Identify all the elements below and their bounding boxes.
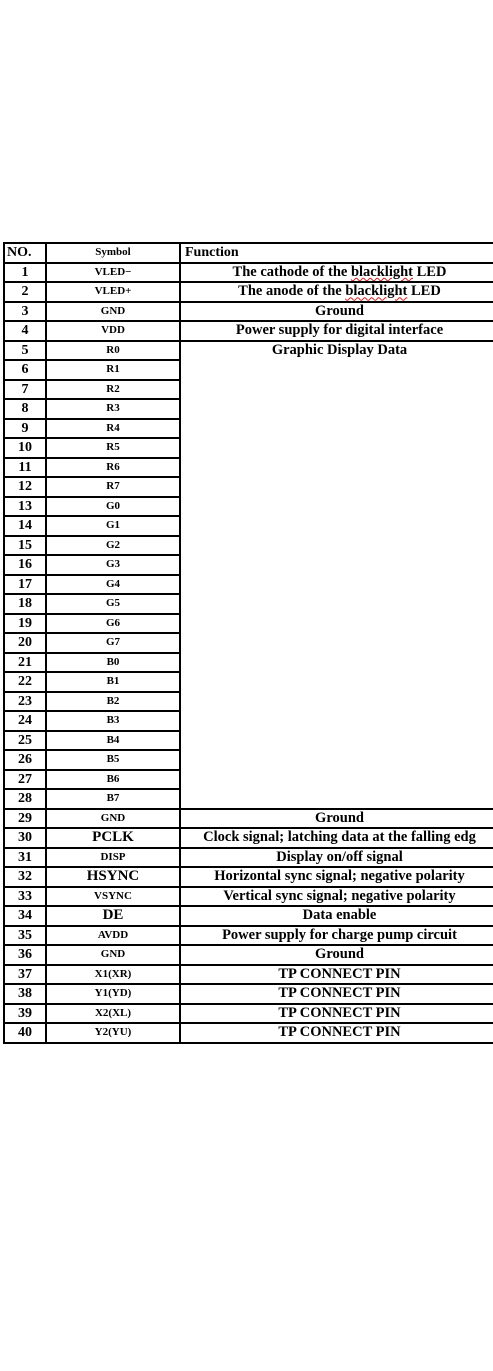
pin-function: Clock signal; latching data at the falling edg	[180, 828, 493, 848]
table-row	[4, 965, 493, 985]
pin-number: 37	[4, 965, 46, 985]
pin-number: 28	[4, 789, 46, 809]
pin-symbol: G5	[46, 594, 180, 614]
pin-symbol: GND	[46, 945, 180, 965]
pin-function: TP CONNECT PIN	[180, 984, 493, 1004]
table-row	[4, 887, 493, 907]
pin-number: 25	[4, 731, 46, 751]
pin-function: Horizontal sync signal; negative polarity	[180, 867, 493, 887]
table-row	[4, 828, 493, 848]
pin-symbol: PCLK	[46, 828, 180, 848]
table-row	[4, 809, 493, 829]
pin-function: Power supply for digital interface	[180, 321, 493, 341]
pin-symbol: GND	[46, 809, 180, 829]
pin-table-body	[4, 243, 493, 1043]
pin-number: 34	[4, 906, 46, 926]
pin-number: 9	[4, 419, 46, 439]
pin-symbol: R0	[46, 341, 180, 361]
pin-symbol: R3	[46, 399, 180, 419]
pin-number: 13	[4, 497, 46, 517]
function-text-flagged: blacklight	[345, 283, 408, 300]
pin-number: 16	[4, 555, 46, 575]
pin-number: 36	[4, 945, 46, 965]
pin-symbol: VSYNC	[46, 887, 180, 907]
table-row	[4, 263, 493, 283]
pin-function: Ground	[180, 945, 493, 965]
pin-number: 17	[4, 575, 46, 595]
table-row	[4, 867, 493, 887]
pin-symbol: R5	[46, 438, 180, 458]
pin-symbol: Y2(YU)	[46, 1023, 180, 1043]
pin-number: 22	[4, 672, 46, 692]
pin-number: 40	[4, 1023, 46, 1043]
pin-number: 2	[4, 282, 46, 302]
pin-symbol: VLED+	[46, 282, 180, 302]
pin-number: 19	[4, 614, 46, 634]
pin-number: 7	[4, 380, 46, 400]
pin-symbol: GND	[46, 302, 180, 322]
pin-number: 33	[4, 887, 46, 907]
table-row	[4, 848, 493, 868]
pin-symbol: VDD	[46, 321, 180, 341]
pin-function: Graphic Display Data	[180, 341, 493, 809]
pin-symbol: Y1(YD)	[46, 984, 180, 1004]
table-row	[4, 1023, 493, 1043]
pin-number: 11	[4, 458, 46, 478]
pin-symbol: B1	[46, 672, 180, 692]
pin-number: 27	[4, 770, 46, 790]
table-header-row	[4, 243, 493, 263]
pin-number: 6	[4, 360, 46, 380]
pin-number: 1	[4, 263, 46, 283]
table-row	[4, 302, 493, 322]
pin-number: 21	[4, 653, 46, 673]
pin-symbol: AVDD	[46, 926, 180, 946]
pin-number: 31	[4, 848, 46, 868]
pin-function: Vertical sync signal; negative polarity	[180, 887, 493, 907]
pin-symbol: R6	[46, 458, 180, 478]
pin-symbol: G2	[46, 536, 180, 556]
function-text: The cathode of the	[232, 263, 351, 280]
table-row	[4, 282, 493, 302]
pin-number: 38	[4, 984, 46, 1004]
pin-function: TP CONNECT PIN	[180, 1023, 493, 1043]
pin-number: 29	[4, 809, 46, 829]
pin-number: 14	[4, 516, 46, 536]
pin-number: 24	[4, 711, 46, 731]
pin-number: 15	[4, 536, 46, 556]
pin-function	[180, 282, 493, 302]
function-text: LED	[407, 283, 441, 300]
table-row	[4, 1004, 493, 1024]
pin-symbol: HSYNC	[46, 867, 180, 887]
pin-symbol: R7	[46, 477, 180, 497]
pin-number: 20	[4, 633, 46, 653]
pin-function	[180, 263, 493, 283]
pin-symbol: B4	[46, 731, 180, 751]
function-text: LED	[413, 263, 447, 280]
header-no: NO.	[4, 243, 46, 263]
function-text: The anode of the	[238, 283, 346, 300]
header-function: Function	[180, 243, 493, 263]
pin-symbol: R1	[46, 360, 180, 380]
pin-number: 35	[4, 926, 46, 946]
pin-number: 4	[4, 321, 46, 341]
pin-number: 12	[4, 477, 46, 497]
pin-symbol: G7	[46, 633, 180, 653]
pin-function: TP CONNECT PIN	[180, 965, 493, 985]
pin-symbol: R2	[46, 380, 180, 400]
pin-symbol: B7	[46, 789, 180, 809]
pin-symbol: R4	[46, 419, 180, 439]
pin-symbol: G0	[46, 497, 180, 517]
table-row	[4, 341, 493, 361]
pin-function: Ground	[180, 809, 493, 829]
table-row	[4, 984, 493, 1004]
pin-symbol: B2	[46, 692, 180, 712]
pin-function: Display on/off signal	[180, 848, 493, 868]
pin-symbol: X1(XR)	[46, 965, 180, 985]
pin-function: TP CONNECT PIN	[180, 1004, 493, 1024]
pin-definition-table	[3, 242, 493, 1044]
pin-symbol: DE	[46, 906, 180, 926]
table-row	[4, 926, 493, 946]
pin-symbol: G1	[46, 516, 180, 536]
pin-number: 23	[4, 692, 46, 712]
pin-function: Data enable	[180, 906, 493, 926]
pin-symbol: G4	[46, 575, 180, 595]
pin-number: 26	[4, 750, 46, 770]
pin-number: 5	[4, 341, 46, 361]
pin-number: 18	[4, 594, 46, 614]
pin-number: 39	[4, 1004, 46, 1024]
pin-symbol: B5	[46, 750, 180, 770]
pin-number: 10	[4, 438, 46, 458]
pin-number: 3	[4, 302, 46, 322]
pin-symbol: G3	[46, 555, 180, 575]
pin-function: Power supply for charge pump circuit	[180, 926, 493, 946]
table-row	[4, 945, 493, 965]
pin-function: Ground	[180, 302, 493, 322]
pin-symbol: X2(XL)	[46, 1004, 180, 1024]
table-row	[4, 321, 493, 341]
pin-number: 32	[4, 867, 46, 887]
pin-symbol: B6	[46, 770, 180, 790]
pin-symbol: DISP	[46, 848, 180, 868]
pin-symbol: G6	[46, 614, 180, 634]
table-row	[4, 906, 493, 926]
function-text-flagged: blacklight	[350, 263, 413, 280]
pin-number: 30	[4, 828, 46, 848]
pin-symbol: B3	[46, 711, 180, 731]
pin-number: 8	[4, 399, 46, 419]
header-symbol: Symbol	[46, 243, 180, 263]
pin-symbol: VLED−	[46, 263, 180, 283]
pin-symbol: B0	[46, 653, 180, 673]
